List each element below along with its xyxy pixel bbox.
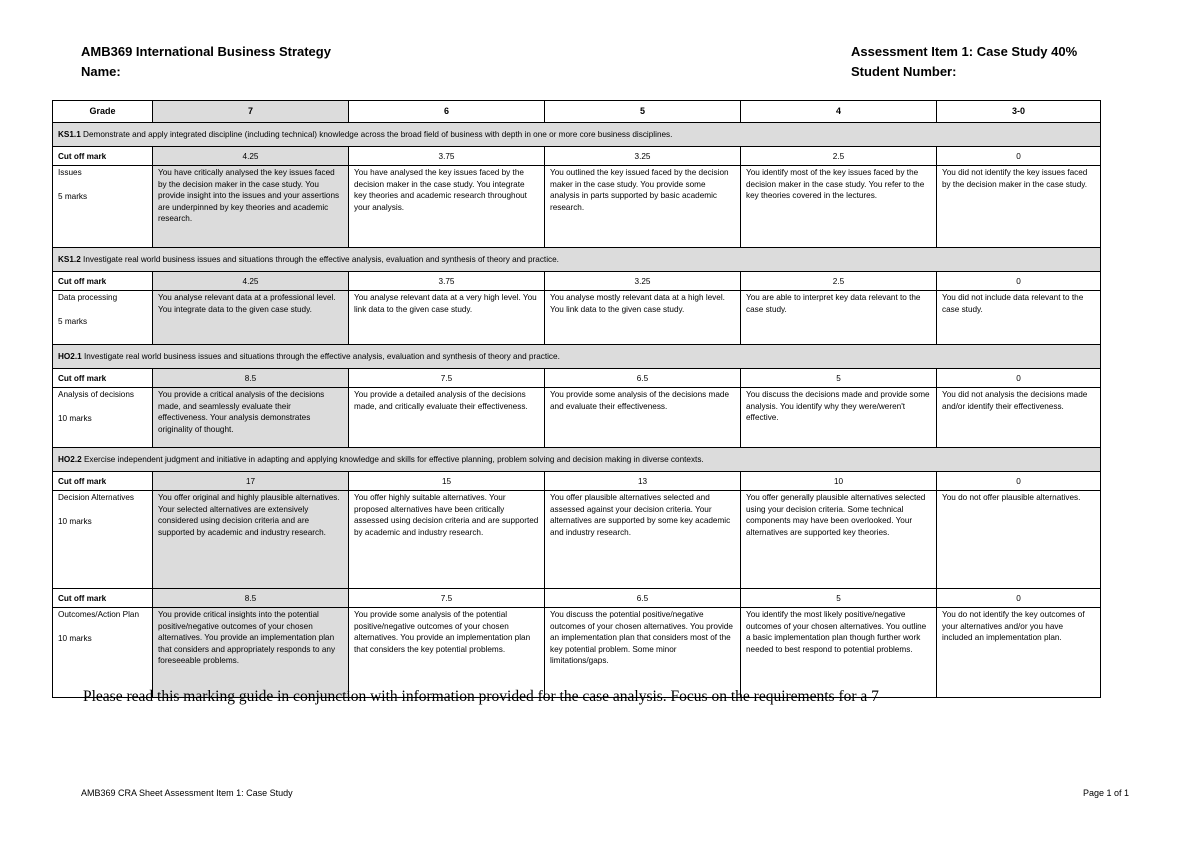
name-label: Name: bbox=[81, 64, 121, 79]
criterion-label bbox=[53, 608, 153, 698]
cutoff-value: 7.5 bbox=[349, 369, 545, 388]
descriptor-grade-5: You analyse mostly relevant data at a high level. You link data to the given case study. bbox=[545, 291, 741, 345]
section-row-ho2-1 bbox=[53, 345, 1101, 369]
cutoff-value: 6.5 bbox=[545, 369, 741, 388]
grade-6: 6 bbox=[349, 101, 545, 123]
criterion-name: Issues bbox=[58, 168, 82, 177]
descriptor-grade-4: You identify the most likely positive/negative outcomes of your chosen alternatives. You outline a basic implementation plan though further work needed to best respond to potential problems. bbox=[741, 608, 937, 698]
descriptor-grade-4: You are able to interpret key data relevant to the case study. bbox=[741, 291, 937, 345]
cutoff-row bbox=[53, 369, 1101, 388]
criterion-label bbox=[53, 291, 153, 345]
descriptor-grade-5: You outlined the key issued faced by the decision maker in the case study. You provide some analysis in parts supported by basic academic research. bbox=[545, 166, 741, 248]
rubric-body bbox=[53, 101, 1101, 698]
descriptor-grade-3-0: You did not identify the key issues faced by the decision maker in the case study. bbox=[937, 166, 1101, 248]
course-title: AMB369 International Business Strategy bbox=[81, 44, 331, 59]
criterion-marks: 10 marks bbox=[58, 516, 92, 526]
descriptor-grade-4: You identify most of the key issues faced by the decision maker in the case study. You refer to the key theories covered in the lectures. bbox=[741, 166, 937, 248]
section-text: Exercise independent judgment and initiative in adapting and applying knowledge and skills for effective planning, problem solving and decision making in diverse contexts. bbox=[81, 455, 704, 465]
grade-4: 4 bbox=[741, 101, 937, 123]
cutoff-value: 3.75 bbox=[349, 272, 545, 291]
criterion-marks: 5 marks bbox=[58, 316, 88, 326]
cutoff-label: Cut off mark bbox=[53, 589, 153, 608]
assessment-title: Assessment Item 1: Case Study 40% bbox=[851, 44, 1078, 59]
section-description bbox=[53, 123, 1101, 147]
criterion-row bbox=[53, 388, 1101, 448]
criterion-marks: 10 marks bbox=[58, 633, 92, 643]
cutoff-value: 2.5 bbox=[741, 272, 937, 291]
cutoff-label: Cut off mark bbox=[53, 369, 153, 388]
cutoff-value: 0 bbox=[937, 369, 1101, 388]
cutoff-value: 15 bbox=[349, 472, 545, 491]
criterion-label bbox=[53, 491, 153, 589]
section-description bbox=[53, 248, 1101, 272]
section-row-ks1-2 bbox=[53, 248, 1101, 272]
descriptor-grade-3-0: You do not identify the key outcomes of your alternatives and/or you have included an implementation plan. bbox=[937, 608, 1101, 698]
header-right bbox=[851, 42, 1077, 82]
section-text: Demonstrate and apply integrated discipline (including technical) knowledge across the broad field of business with depth in one or more core business disciplines. bbox=[80, 130, 673, 140]
cutoff-label: Cut off mark bbox=[53, 272, 153, 291]
criterion-row bbox=[53, 166, 1101, 248]
criterion-name: Analysis of decisions bbox=[58, 390, 134, 399]
section-text: Investigate real world business issues and situations through the effective analysis, evaluation and synthesis of theory and practice. bbox=[80, 255, 559, 265]
cutoff-value: 0 bbox=[937, 272, 1101, 291]
descriptor-grade-6: You offer highly suitable alternatives. Your proposed alternatives have been critically assessed using decision criteria and are supported by academic and industry research. bbox=[349, 491, 545, 589]
cutoff-value: 3.75 bbox=[349, 147, 545, 166]
descriptor-grade-3-0: You did not analysis the decisions made and/or identify their effectiveness. bbox=[937, 388, 1101, 448]
cutoff-value: 8.5 bbox=[153, 369, 349, 388]
section-code: KS1.1 bbox=[58, 130, 81, 140]
descriptor-grade-7: You offer original and highly plausible alternatives. Your selected alternatives are extensively considered using decision criteria and are supported by academic and industry research. bbox=[153, 491, 349, 589]
section-row-ho2-2 bbox=[53, 448, 1101, 472]
marking-guide-note: Please read this marking guide in conjunction with information provided for the case analysis. Focus on the requirements for a 7 bbox=[83, 688, 879, 705]
criterion-label bbox=[53, 388, 153, 448]
descriptor-grade-6: You provide a detailed analysis of the decisions made, and critically evaluate their effectiveness. bbox=[349, 388, 545, 448]
criterion-marks: 10 marks bbox=[58, 413, 92, 423]
cutoff-value: 17 bbox=[153, 472, 349, 491]
cutoff-value: 0 bbox=[937, 472, 1101, 491]
footer-doc-title: AMB369 CRA Sheet Assessment Item 1: Case Study bbox=[81, 788, 293, 798]
criterion-row bbox=[53, 491, 1101, 589]
cutoff-row bbox=[53, 272, 1101, 291]
descriptor-grade-6: You analyse relevant data at a very high level. You link data to the given case study. bbox=[349, 291, 545, 345]
cutoff-label: Cut off mark bbox=[53, 472, 153, 491]
cutoff-label: Cut off mark bbox=[53, 147, 153, 166]
cutoff-value: 3.25 bbox=[545, 147, 741, 166]
cutoff-value: 5 bbox=[741, 369, 937, 388]
cutoff-value: 4.25 bbox=[153, 272, 349, 291]
section-code: HO2.2 bbox=[58, 455, 82, 465]
criterion-name: Outcomes/Action Plan bbox=[58, 610, 140, 619]
section-description bbox=[53, 345, 1101, 369]
criterion-marks: 5 marks bbox=[58, 191, 88, 201]
grade-header-row bbox=[53, 101, 1101, 123]
cutoff-value: 13 bbox=[545, 472, 741, 491]
descriptor-grade-3-0: You do not offer plausible alternatives. bbox=[937, 491, 1101, 589]
section-text: Investigate real world business issues and situations through the effective analysis, evaluation and synthesis of theory and practice. bbox=[81, 352, 560, 362]
descriptor-grade-7: You analyse relevant data at a professional level. You integrate data to the given case study. bbox=[153, 291, 349, 345]
section-code: HO2.1 bbox=[58, 352, 82, 362]
criterion-name: Data processing bbox=[58, 293, 118, 302]
descriptor-grade-7: You provide critical insights into the potential positive/negative outcomes of your chosen alternatives. You provide an implementation plan that considers and appropriately responds to any foreseeable problems. bbox=[153, 608, 349, 698]
student-number-label: Student Number: bbox=[851, 64, 957, 79]
grade-7: 7 bbox=[153, 101, 349, 123]
header-left bbox=[81, 42, 331, 82]
descriptor-grade-6: You provide some analysis of the potential positive/negative outcomes of your chosen alternatives. You provide an implementation plan that considers the key potential problems. bbox=[349, 608, 545, 698]
criterion-label bbox=[53, 166, 153, 248]
criterion-row bbox=[53, 608, 1101, 698]
footer-page-number: Page 1 of 1 bbox=[1083, 788, 1130, 798]
criterion-name: Decision Alternatives bbox=[58, 493, 134, 502]
cutoff-value: 0 bbox=[937, 147, 1101, 166]
grade-3-0: 3-0 bbox=[937, 101, 1101, 123]
descriptor-grade-5: You discuss the potential positive/negative outcomes of your chosen alternatives. You provide an implementation plan that considers most of the key potential problem. Some minor limitations/gaps. bbox=[545, 608, 741, 698]
cutoff-row bbox=[53, 589, 1101, 608]
cutoff-value: 6.5 bbox=[545, 589, 741, 608]
cutoff-row bbox=[53, 147, 1101, 166]
cutoff-value: 5 bbox=[741, 589, 937, 608]
cutoff-value: 3.25 bbox=[545, 272, 741, 291]
descriptor-grade-4: You offer generally plausible alternatives selected using your decision criteria. Some technical components may have been overlooked. Your alternatives are supported key theories. bbox=[741, 491, 937, 589]
cutoff-value: 4.25 bbox=[153, 147, 349, 166]
descriptor-grade-5: You offer plausible alternatives selected and assessed against your decision criteria. Your alternatives are supported by some key academic and industry research. bbox=[545, 491, 741, 589]
grade-5: 5 bbox=[545, 101, 741, 123]
cutoff-value: 10 bbox=[741, 472, 937, 491]
descriptor-grade-7: You provide a critical analysis of the decisions made, and seamlessly evaluate their effectiveness. Your analysis demonstrates originality of thought. bbox=[153, 388, 349, 448]
cutoff-value: 8.5 bbox=[153, 589, 349, 608]
descriptor-grade-6: You have analysed the key issues faced by the decision maker in the case study. You integrate key theories and academic research throughout your analysis. bbox=[349, 166, 545, 248]
cutoff-value: 7.5 bbox=[349, 589, 545, 608]
descriptor-grade-5: You provide some analysis of the decisions made and evaluate their effectiveness. bbox=[545, 388, 741, 448]
cutoff-value: 0 bbox=[937, 589, 1101, 608]
cutoff-value: 2.5 bbox=[741, 147, 937, 166]
marking-rubric-table bbox=[52, 100, 1101, 698]
grade-label: Grade bbox=[53, 101, 153, 123]
section-row-ks1-1 bbox=[53, 123, 1101, 147]
cutoff-row bbox=[53, 472, 1101, 491]
descriptor-grade-3-0: You did not include data relevant to the case study. bbox=[937, 291, 1101, 345]
descriptor-grade-7: You have critically analysed the key issues faced by the decision maker in the case study. You provide insight into the issues and your assertions are underpinned by key theories and academic research. bbox=[153, 166, 349, 248]
descriptor-grade-4: You discuss the decisions made and provide some analysis. You identify why they were/weren't effective. bbox=[741, 388, 937, 448]
section-description bbox=[53, 448, 1101, 472]
criterion-row bbox=[53, 291, 1101, 345]
section-code: KS1.2 bbox=[58, 255, 81, 265]
